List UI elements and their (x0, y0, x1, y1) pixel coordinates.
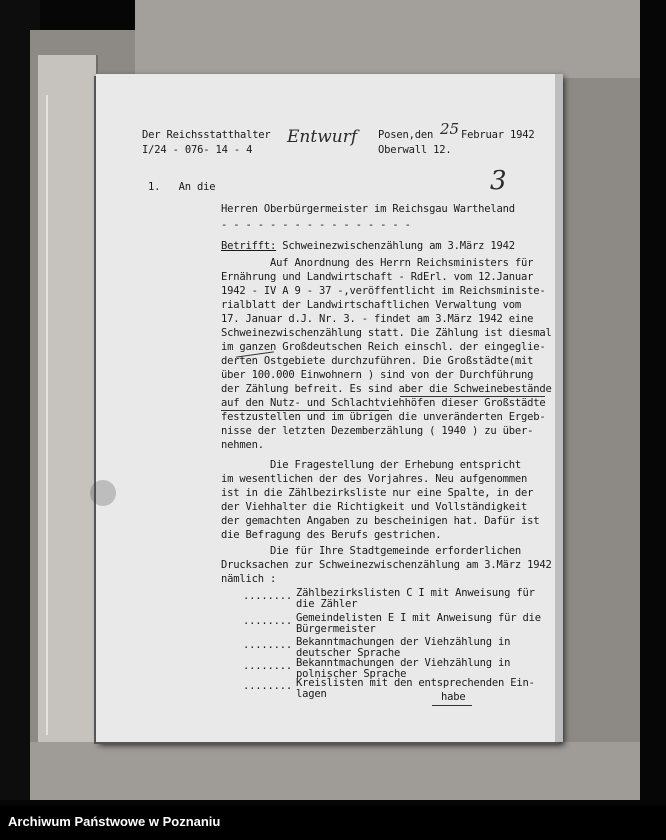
body-line: Schweinezwischenzählung statt. Die Zählung ist diesmal (221, 327, 552, 339)
item-line: die Zähler (296, 598, 358, 610)
handwritten-page-number: 3 (490, 166, 507, 196)
body-line: derten Ostgebiete durchzuführen. Die Großstädte(mit (221, 355, 534, 367)
address-line: Oberwall 12. (378, 144, 452, 156)
body-line: der Viehhalter die Richtigkeit und Vollständigkeit (221, 501, 528, 513)
body-line: im ganzen Großdeutschen Reich einschl. der eingeglie- (221, 341, 546, 353)
body-line: der Zählung befreit. Es sind aber die Schweinebestände (221, 383, 552, 395)
item-dots: ........ (243, 680, 292, 692)
body-line: nehmen. (221, 439, 264, 451)
recipient-prefix: 1. An die (148, 181, 216, 193)
archive-watermark: Archiwum Państwowe w Poznaniu (8, 814, 221, 829)
subject-line (221, 240, 515, 253)
handwritten-entwurf: Entwurf (287, 127, 358, 147)
handwritten-day: 25 (440, 120, 460, 138)
item-line: lagen (296, 688, 327, 700)
body-line: ist in die Zählbezirksliste nur eine Spalte, in der (221, 487, 534, 499)
item-line: Bürgermeister (296, 623, 376, 635)
body-line: auf den Nutz- und Schlachtviehhöfen dieser Großstädte (221, 397, 546, 409)
item-dots: ........ (243, 639, 292, 651)
body-line: Ernährung und Landwirtschaft - RdErl. vom 12.Januar (221, 271, 534, 283)
item-dots: ........ (243, 660, 292, 672)
sender-line-2: I/24 - 076- 14 - 4 (142, 144, 253, 156)
body-line: im wesentlichen der des Vorjahres. Neu aufgenommen (221, 473, 528, 485)
item-line: Bekanntmachungen der Viehzählung in (296, 636, 511, 648)
subject-text: Schweinezwischenzählung am 3.März 1942 (276, 240, 515, 252)
place-date-prefix: Posen,den (378, 129, 434, 141)
item-line: Gemeindelisten E I mit Anweisung für die (296, 612, 541, 624)
body-line: über 100.000 Einwohnern ) sind von der Durchführung (221, 369, 534, 381)
body-line: Drucksachen zur Schweinezwischenzählung am 3.März 1942 (221, 559, 552, 571)
folder-binding-strip (38, 55, 98, 755)
item-line: polnischer Sprache (296, 668, 407, 680)
body-line: nisse der letzten Dezemberzählung ( 1940 ) zu über- (221, 425, 534, 437)
closing-word: habe (441, 691, 466, 703)
body-line: rialblatt der Landwirtschaftlichen Verwaltung vom (221, 299, 521, 311)
body-line: Die Fragestellung der Erhebung entspricht (221, 459, 521, 471)
body-line: Die für Ihre Stadtgemeinde erforderlichen (221, 545, 521, 557)
item-line: Zählbezirkslisten C I mit Anweisung für (296, 587, 535, 599)
separator-dashes: - - - - - - - - - - - - - - - - (221, 219, 411, 231)
body-line: nämlich : (221, 573, 277, 585)
item-line: deutscher Sprache (296, 647, 401, 659)
body-line: festzustellen und im übrigen die unveränderten Ergeb- (221, 411, 546, 423)
date-rest: Februar 1942 (461, 129, 535, 141)
subject-label: Betrifft: (221, 240, 277, 252)
item-line: Kreislisten mit den entsprechenden Ein- (296, 677, 535, 689)
sender-line-1: Der Reichsstatthalter (142, 129, 271, 141)
body-line: 17. Januar d.J. Nr. 3. - findet am 3.März 1942 eine (221, 313, 534, 325)
folder-top-flap (135, 0, 640, 78)
body-line: die Befragung des Berufs gestrichen. (221, 529, 442, 541)
body-line: 1942 - IV A 9 - 37 -,veröffentlicht im Reichsministe- (221, 285, 546, 297)
pen-underline (400, 396, 545, 397)
item-line: Bekanntmachungen der Viehzählung in (296, 657, 511, 669)
closing-underline (432, 705, 472, 706)
pen-underline (221, 410, 389, 411)
binding-hole-mark (90, 480, 116, 506)
body-line: der gemachten Angaben zu bescheinigen hat. Dafür ist (221, 515, 540, 527)
folder-bottom (30, 742, 640, 800)
item-dots: ........ (243, 615, 292, 627)
item-dots: ........ (243, 590, 292, 602)
recipient: Herren Oberbürgermeister im Reichsgau Wartheland (221, 203, 515, 215)
sheet-edge (555, 74, 563, 742)
body-line: Auf Anordnung des Herrn Reichsministers für (221, 257, 534, 269)
